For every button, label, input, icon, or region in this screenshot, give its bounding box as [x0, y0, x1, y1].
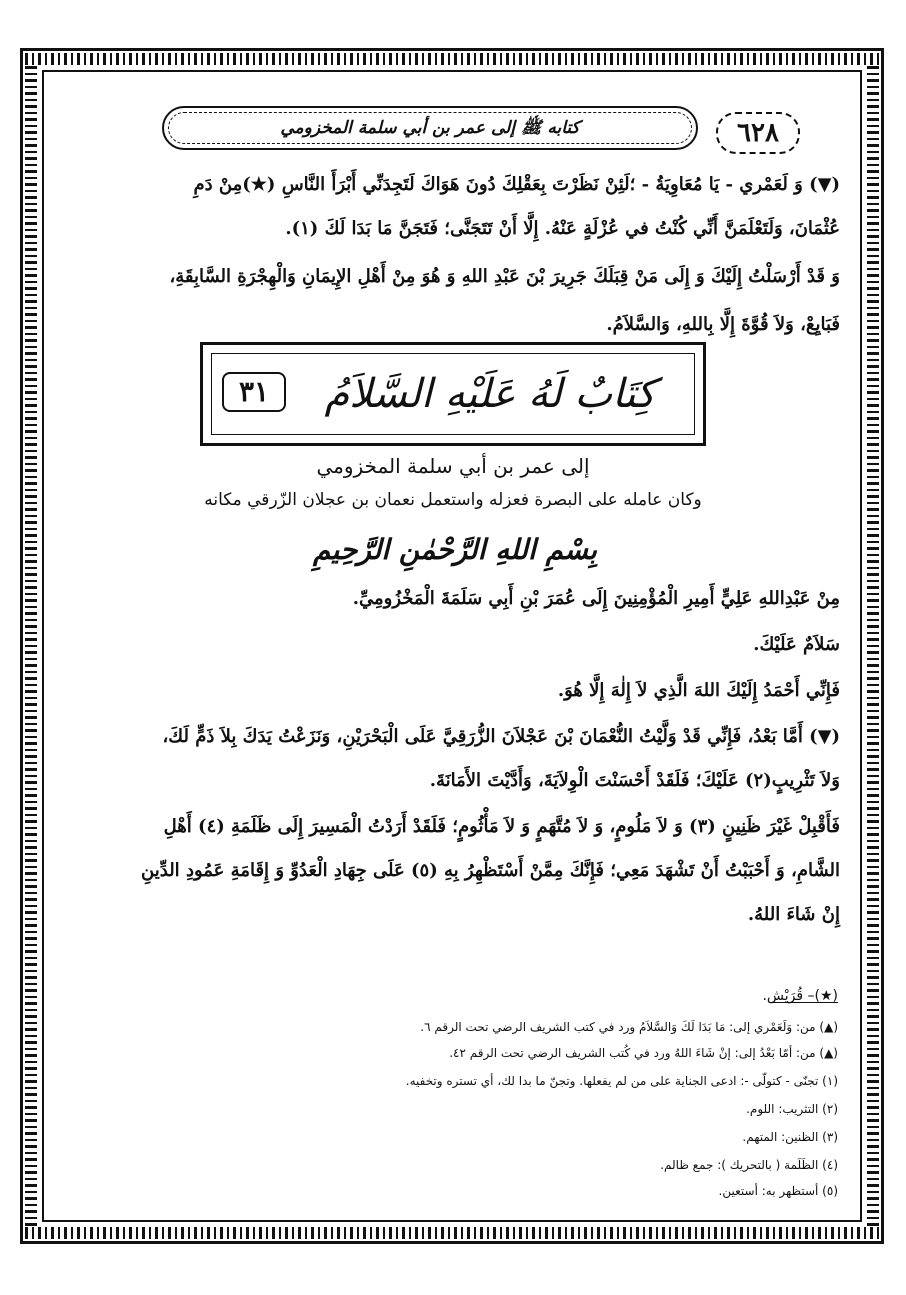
footnote: (▲) من: أمّا بَعْدُ إلى: إنْ شَاءَ اللهُ ورد في كُتب الشريف الرضي تحت الرقم ٤٢. [449, 1046, 838, 1060]
footnote: (٣) الظنين: المتهم. [742, 1130, 838, 1144]
body-line: مِنْ عَبْدِاللهِ عَلِيٍّ أَمِيرِ الْمُؤْمِنِينَ إِلَى عُمَرَ بْنِ أَبِي سَلَمَةَ الْمَخْزُومِيِّ. [352, 588, 840, 609]
body-line: فَإِنِّي أَحْمَدُ إِلَيْكَ اللهَ الَّذِي لاَ إِلٰهَ إِلَّا هُوَ. [557, 680, 840, 701]
footnote: (★)– قُرَيْش. [762, 988, 838, 1004]
letter-number: ٣١ [222, 372, 286, 412]
letter-body [72, 588, 840, 948]
body-line: سَلاَمٌ عَلَيْكَ. [753, 634, 840, 655]
top-text-line: عُثْمَانَ، وَلَتَعْلَمَنَّ أَنِّي كُنْتُ في عُزْلَةٍ عَنْهُ. إِلَّا أَنْ تَتَجَنَّى؛ فَتَجَنَّ مَا بَدَا لَكَ (١). [285, 218, 840, 239]
page-number: ٦٢٨ [716, 112, 800, 154]
body-line: فَأَقْبِلْ غَيْرَ ظَنِينٍ (٣) وَ لاَ مَلُومٍ، وَ لاَ مُتَّهَمٍ وَ لاَ مَأْثُومٍ؛ فَلَقَدْ أَرَدْتُ الْمَسِيرَ إِلَى ظَلَمَةِ (٤) أَهْلِ [163, 816, 840, 837]
footnotes [72, 988, 838, 1208]
top-text-line: فَبَايِعْ، وَلاَ قُوَّةَ إِلَّا بِاللهِ، وَالسَّلاَمُ. [606, 314, 840, 335]
letter-recipient: إلى عمر بن أبي سلمة المخزومي [316, 454, 590, 478]
footnote: (▲) من: وَلَعَمْري إلى: مَا بَدَا لَكَ وَالسَّلاَمُ ورد في كتب الشريف الرضي تحت الرقم ٦. [420, 1020, 838, 1034]
top-text-line: وَ قَدْ أَرْسَلْتُ إِلَيْكَ وَ إِلَى مَنْ قِبَلَكَ جَرِيرَ بْنَ عَبْدِ اللهِ وَ هُوَ مِنْ أَهْلِ الإِيمَانِ وَالْهِجْرَةِ السَّابِقَةِ، [169, 266, 840, 287]
basmala: بِسْمِ اللهِ الرَّحْمٰنِ الرَّحِيمِ [313, 533, 597, 566]
top-text [72, 174, 840, 364]
footnote: (٤) الظَلَمة ( بالتحريك ): جمع ظالم. [660, 1158, 838, 1172]
body-line: (▼) أَمَّا بَعْدُ، فَإِنِّي قَدْ وَلَّيْتُ النُّعْمَانَ بْنَ عَجْلاَنَ الزُّرَقِيَّ عَلَى الْبَحْرَيْنِ، وَنَزَعْتُ يَدَكَ بِلاَ ذَمٍّ لَكَ، [162, 726, 840, 747]
top-text-line: (▼) وَ لَعَمْري - يَا مُعَاوِيَةُ - ؛لَئِنْ نَظَرْتَ بِعَقْلِكَ دُونَ هَوَاكَ لَتَجِدَنِّي أَبْرَأَ النَّاسِ (★)مِنْ دَمِ [193, 174, 840, 195]
footnote: (٢) التثريب: اللوم. [746, 1102, 838, 1116]
body-line: وَلاَ تَثْرِيبٍ(٢) عَلَيْكَ؛ فَلَقَدْ أَحْسَنْتَ الْوِلاَيَةَ، وَأَدَّيْتَ الأَمَانَةَ. [429, 770, 840, 791]
body-line: الشَّامِ، وَ أَحْبَبْتُ أَنْ تَشْهَدَ مَعِي؛ فَإِنَّكَ مِمَّنْ أَسْتَظْهِرُ بِهِ (٥) عَلَى جِهَادِ الْعَدُوِّ وَ إِقَامَةِ عَمُودِ الدِّينِ [141, 860, 840, 881]
letter-context: وكان عامله على البصرة فعزله واستعمل نعمان بن عجلان الزّرقي مكانه [204, 490, 702, 510]
letter-title: كِتَابٌ لَهُ عَلَيْهِ السَّلاَمُ [324, 371, 656, 417]
footnote: (٥) أستظهر به: أستعين. [718, 1184, 838, 1198]
body-line: إِنْ شَاءَ اللهُ. [747, 904, 840, 925]
footnote: (١) تجنّى - كتولّى -: ادعى الجناية على من لم يفعلها. وتجنّ ما بدا لك، أي تستره وتخفيه. [405, 1074, 838, 1088]
running-head: كتابه ﷺ إلى عمر بن أبي سلمة المخزومي [162, 106, 698, 150]
